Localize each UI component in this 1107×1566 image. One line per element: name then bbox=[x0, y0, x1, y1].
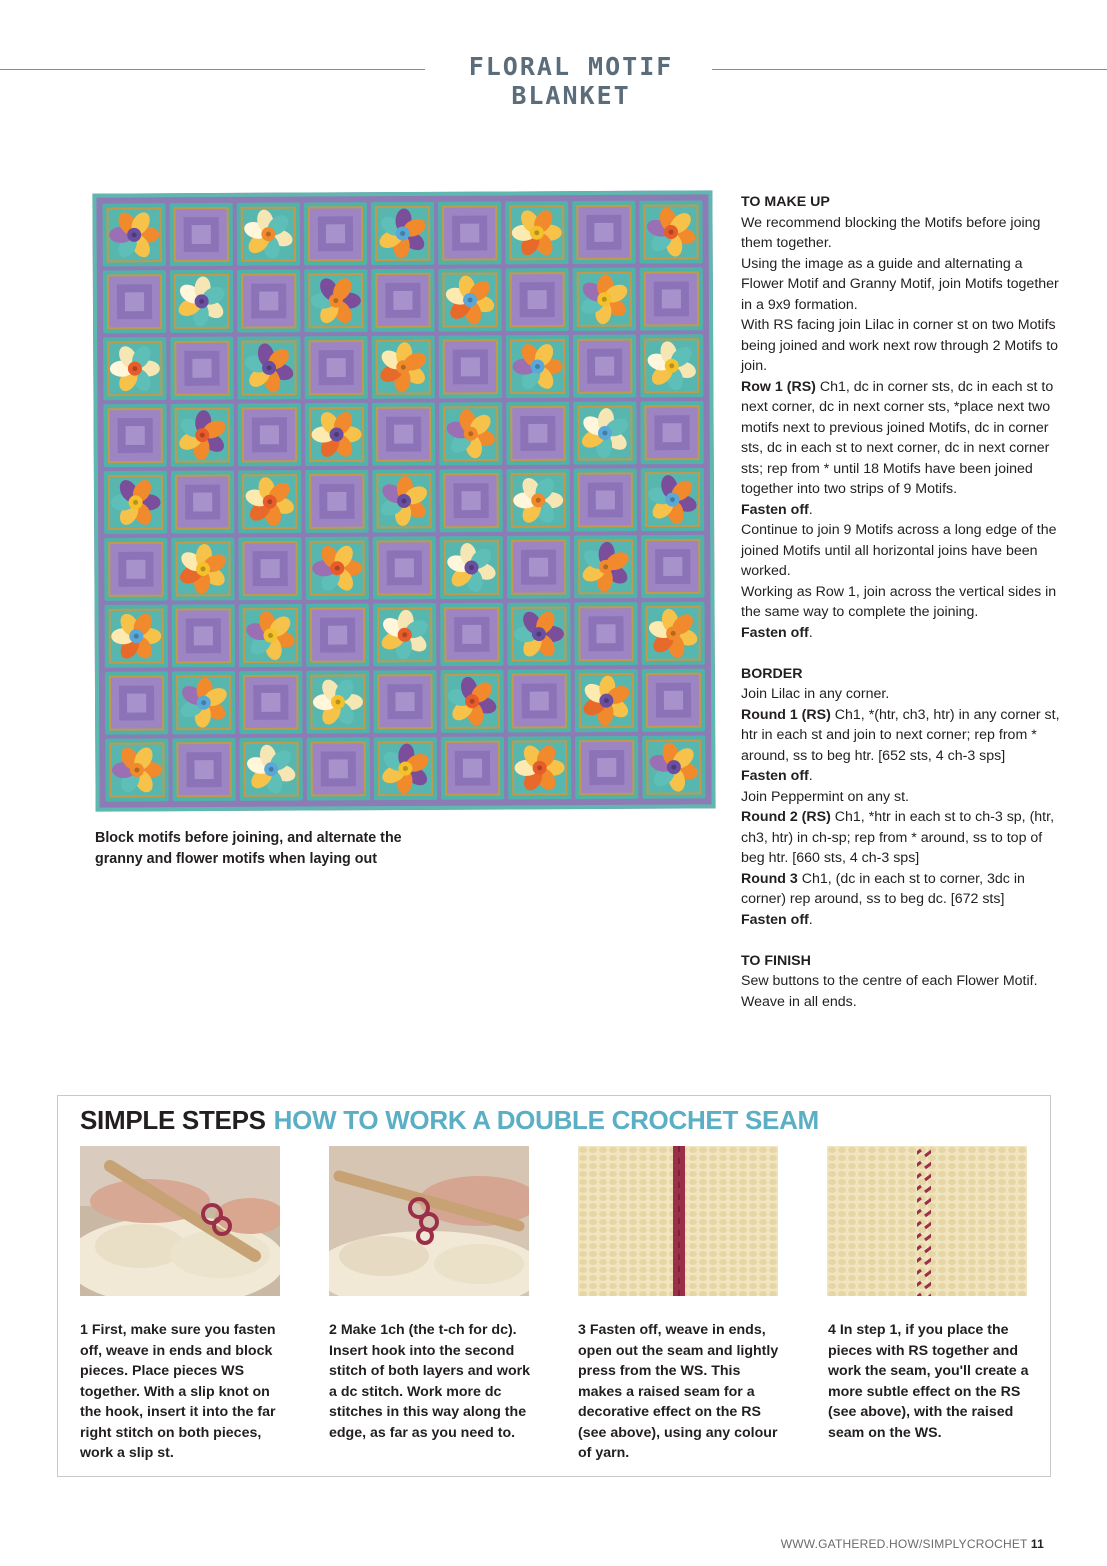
page-title: FLORAL MOTIF BLANKET bbox=[468, 52, 674, 110]
step-2-photo bbox=[329, 1146, 529, 1296]
blanket-photo bbox=[92, 190, 715, 811]
border-p1: Join Lilac in any corner. bbox=[741, 686, 890, 702]
step-2-text bbox=[329, 1320, 534, 1443]
border-p2: Join Peppermint on any st. bbox=[741, 788, 909, 805]
border-fasten-1: Fasten off. bbox=[741, 768, 813, 784]
round2-text: Ch1, *htr in each st to ch-3 sp, (htr, ch3, htr) in ch-sp; rep from * around, ss to top of beg htr. [660 sts, 4 ch-3 sps] bbox=[741, 809, 1055, 866]
step-desc: In step 1, if you place the pieces with RS together and work the seam, you'll create a more subtle effect on the RS (see above), with the raised seam on the WS. bbox=[828, 1322, 1029, 1441]
make-up-fasten-2: Fasten off. bbox=[741, 624, 813, 641]
round3-label: Round 3 bbox=[741, 870, 798, 887]
border-round2 bbox=[741, 807, 1061, 869]
step-4-text bbox=[828, 1320, 1033, 1443]
make-up-row1 bbox=[741, 377, 1061, 500]
finish-p1: Sew buttons to the centre of each Flower Motif. Weave in all ends. bbox=[741, 973, 1038, 1010]
step-4-photo bbox=[827, 1146, 1027, 1296]
header-rule-left bbox=[0, 69, 425, 70]
round1-label: Round 1 (RS) bbox=[741, 706, 831, 723]
round1-text: Ch1, *(htr, ch3, htr) in any corner st, htr in each st and join to next corner; rep from * around, ss to beg htr. [652 sts, 4 ch-3 sps] bbox=[741, 706, 1060, 764]
step-number: 2 bbox=[329, 1322, 337, 1338]
make-up-heading: TO MAKE UP bbox=[741, 194, 830, 210]
border-round3 bbox=[741, 869, 1061, 910]
finish-heading: TO FINISH bbox=[741, 952, 811, 969]
make-up-fasten-1: Fasten off. bbox=[741, 501, 813, 518]
step-1-text bbox=[80, 1320, 285, 1464]
footer-url[interactable]: WWW.GATHERED.HOW/SIMPLYCROCHET bbox=[780, 1537, 1028, 1551]
header-rule-right bbox=[712, 69, 1107, 70]
step-3-photo bbox=[578, 1146, 778, 1296]
step-desc: First, make sure you fasten off, weave in ends and block pieces. Place pieces WS together. With a slip knot on the hook, insert it into the far right stitch on both pieces, work a slip st. bbox=[80, 1322, 276, 1461]
round3-text: Ch1, (dc in each st to corner, 3dc in corner) rep around, ss to beg dc. [672 sts] bbox=[741, 870, 1025, 907]
simple-steps-label: SIMPLE STEPS bbox=[80, 1105, 266, 1135]
step-3-text bbox=[578, 1320, 783, 1464]
fasten-off-label: Fasten off bbox=[741, 768, 809, 784]
row1-text: Ch1, dc in corner sts, dc in each st to next corner, dc in next corner sts, *place next two motifs next to previous joined Motifs, dc in corner sts, dc in each st to next corner, dc in next corner sts; rep from * until 18 Motifs have been joined together into two strips of 9 Motifs. bbox=[741, 378, 1054, 497]
fasten-off-label: Fasten off bbox=[741, 624, 809, 641]
simple-steps-heading: HOW TO WORK A DOUBLE CROCHET SEAM bbox=[273, 1105, 819, 1135]
fasten-off-label: Fasten off bbox=[741, 911, 809, 928]
row1-label: Row 1 (RS) bbox=[741, 378, 816, 395]
border-fasten-2: Fasten off. bbox=[741, 911, 813, 928]
step-1-photo bbox=[80, 1146, 280, 1296]
step-number: 3 bbox=[578, 1322, 586, 1338]
make-up-p2: Using the image as a guide and alternating a Flower Motif and Granny Motif, join Motifs together in a 9x9 formation. bbox=[741, 255, 1059, 313]
photo-caption: Block motifs before joining, and alternate the granny and flower motifs when laying out bbox=[95, 830, 402, 867]
step-number: 4 bbox=[828, 1322, 836, 1338]
make-up-p1: We recommend blocking the Motifs before joing them together. bbox=[741, 214, 1041, 251]
fasten-off-label: Fasten off bbox=[741, 501, 809, 518]
step-desc: Fasten off, weave in ends, open out the seam and lightly press from the WS. This makes a raised seam for a decorative effect on the RS (see above), using any colour of yarn. bbox=[578, 1322, 779, 1461]
step-number: 1 bbox=[80, 1322, 88, 1338]
make-up-p3: With RS facing join Lilac in corner st on two Motifs being joined and work next row through 2 Motifs to join. bbox=[741, 317, 1059, 374]
instructions-column bbox=[741, 192, 1061, 1012]
page-number: 11 bbox=[1030, 1537, 1044, 1551]
footer bbox=[781, 1537, 1044, 1551]
make-up-p4: Continue to join 9 Motifs across a long edge of the joined Motifs until all horizontal joins have been worked. bbox=[741, 522, 1057, 579]
border-round1 bbox=[741, 705, 1061, 767]
step-desc: Make 1ch (the t-ch for dc). Insert hook into the second stitch of both layers and work a dc stitch. Work more dc stitches in this way along the edge, as far as you need to. bbox=[329, 1322, 531, 1441]
simple-steps-title bbox=[80, 1105, 819, 1136]
border-heading: BORDER bbox=[741, 665, 803, 682]
make-up-p5: Working as Row 1, join across the vertical sides in the same way to complete the joining. bbox=[741, 583, 1057, 620]
round2-label: Round 2 (RS) bbox=[741, 809, 831, 825]
